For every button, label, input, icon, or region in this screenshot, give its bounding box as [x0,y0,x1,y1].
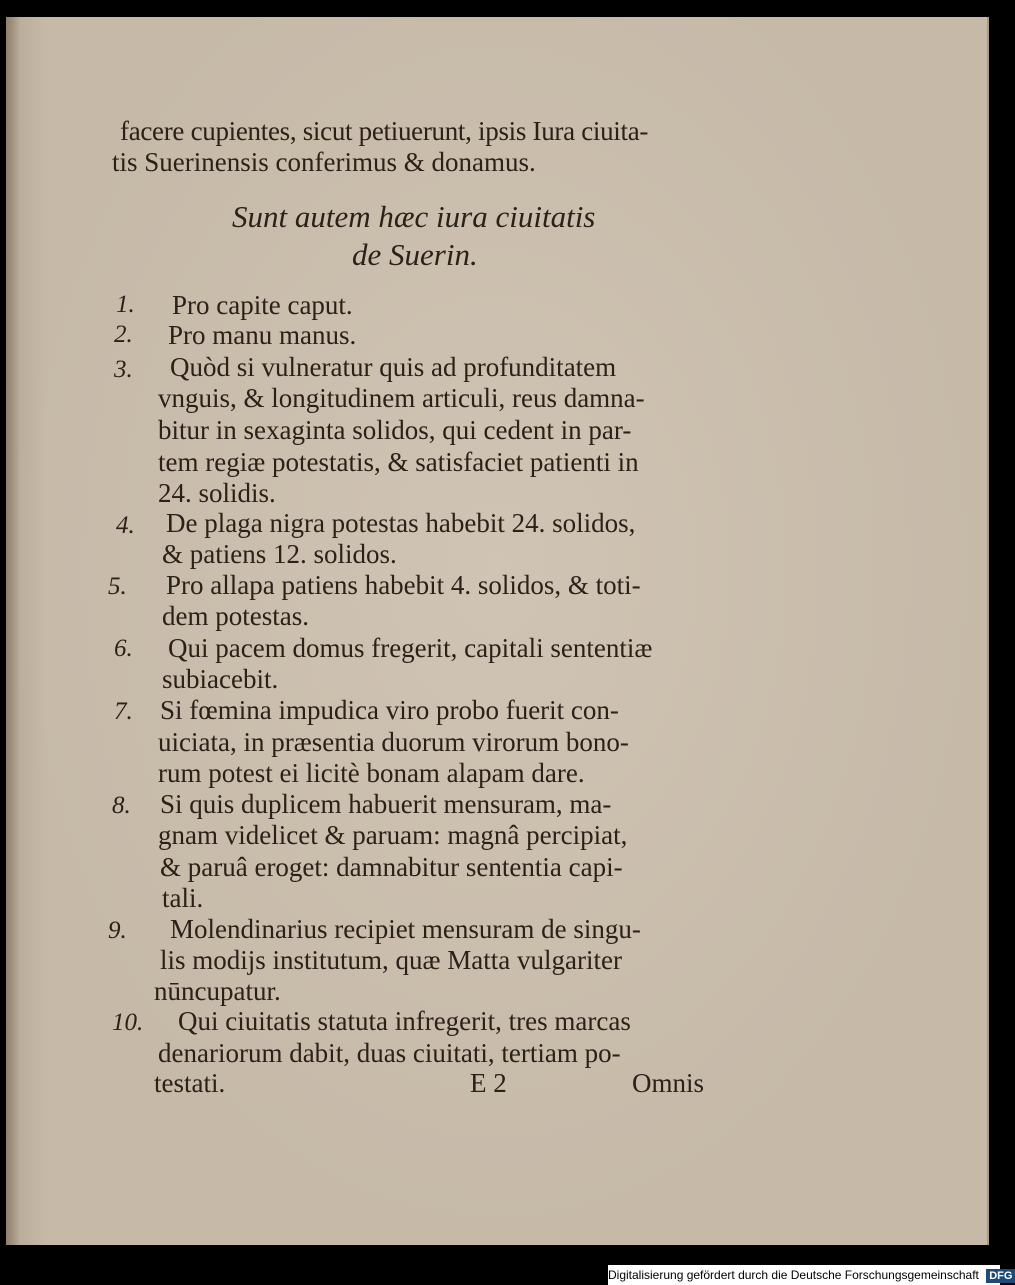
item-line: Si fœmina impudica viro probo fuerit con- [160,695,619,725]
item-line: & patiens 12. solidos. [162,539,397,569]
item-number: 9. [108,917,127,944]
item-number: 6. [114,635,133,662]
item-line: Qui ciuitatis statuta infregerit, tres marcas [178,1006,631,1036]
item-line: bitur in sexaginta solidos, qui cedent in par- [158,415,632,445]
section-heading: de Suerin. [352,237,478,272]
item-number: 2. [114,321,133,348]
item-number: 8. [112,792,131,819]
item-line: 24. solidis. [158,478,276,508]
item-line: subiacebit. [162,664,279,694]
item-line: Pro allapa patiens habebit 4. solidos, & toti- [166,570,641,600]
section-heading: Sunt autem hæc iura ciuitatis [232,199,596,234]
item-line: rum potest ei licitè bonam alapam dare. [158,758,585,788]
item-line: denariorum dabit, duas ciuitati, tertiam po- [158,1038,621,1068]
item-number: 10. [112,1009,144,1036]
signature-mark: E 2 [470,1068,507,1098]
item-line: Si quis duplicem habuerit mensuram, ma- [160,789,612,819]
item-line: Pro manu manus. [168,320,357,350]
item-line: dem potestas. [162,601,309,631]
item-number: 1. [116,291,135,318]
digitization-credit [608,1265,1013,1285]
item-line: tali. [162,883,204,913]
item-line: nūncupatur. [154,976,281,1006]
item-line: testati. [154,1068,226,1098]
item-line: uiciata, in præsentia duorum virorum bono- [158,727,629,757]
item-number: 4. [116,512,135,539]
item-line: Qui pacem domus fregerit, capitali sententiæ [168,633,653,663]
credit-text: Digitalisierung gefördert durch die Deutsche Forschungsgemeinschaft [608,1268,979,1282]
item-line: vnguis, & longitudinem articuli, reus damna- [158,383,645,413]
catchword: Omnis [632,1068,705,1098]
item-number: 3. [114,356,133,383]
intro-line: facere cupientes, sicut petiuerunt, ipsis Iura ciuita- [120,116,649,146]
item-number: 5. [108,573,127,600]
item-line: Pro capite caput. [172,290,353,320]
item-line: gnam videlicet & paruam: magnâ percipiat, [158,820,628,850]
intro-line: tis Suerinensis conferimus & donamus. [112,147,536,177]
dfg-logo: DFG [986,1269,1015,1283]
item-line: tem regiæ potestatis, & satisfaciet patienti in [158,447,639,477]
item-number: 7. [114,698,133,725]
item-line: lis modijs institutum, quæ Matta vulgariter [160,945,622,975]
item-line: Quòd si vulneratur quis ad profunditatem [170,352,617,382]
item-line: & paruâ eroget: damnabitur sententia capi- [160,852,623,882]
item-line: De plaga nigra potestas habebit 24. solidos, [166,508,636,538]
item-line: Molendinarius recipiet mensuram de singu- [170,914,641,944]
